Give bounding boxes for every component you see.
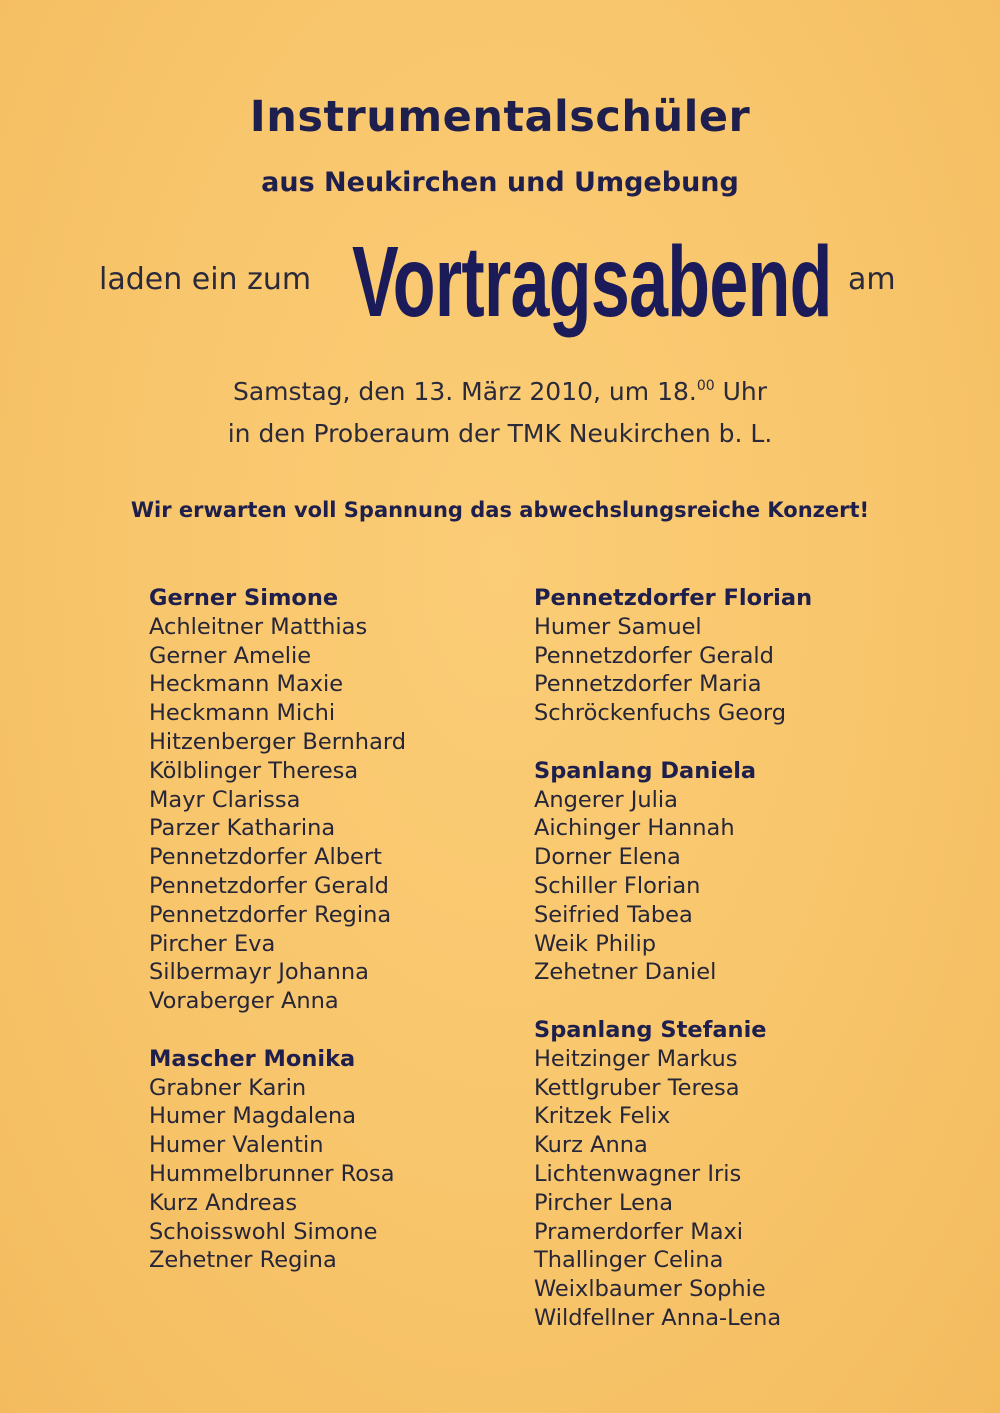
student-name: Heckmann Michi: [149, 700, 336, 727]
event-date-text: Samstag, den 13. März 2010, um 18.: [232, 377, 697, 406]
participants-column-left: [149, 584, 406, 1304]
student-name: Wildfellner Anna-Lena: [534, 1304, 782, 1331]
teacher-name: Gerner Simone: [149, 585, 339, 611]
teacher-group: [534, 1016, 812, 1333]
teacher-name: Mascher Monika: [149, 1045, 356, 1072]
student-name: Schröckenfuchs Georg: [534, 700, 787, 727]
student-name: Achleitner Matthias: [149, 613, 368, 640]
teacher-group: [534, 757, 812, 987]
student-name: Humer Valentin: [149, 1132, 324, 1159]
student-name: Pircher Lena: [534, 1189, 673, 1216]
student-name: Zehetner Regina: [149, 1247, 337, 1274]
student-name: Pennetzdorfer Albert: [149, 844, 382, 871]
teacher-name: Spanlang Stefanie: [534, 1016, 767, 1043]
event-place: in den Proberaum der TMK Neukirchen b. L.: [227, 419, 773, 448]
student-name: Humer Magdalena: [149, 1103, 357, 1130]
student-name: Parzer Katharina: [149, 815, 336, 842]
student-name: Schiller Florian: [534, 872, 701, 899]
teacher-name: Pennetzdorfer Florian: [534, 585, 813, 611]
invite-line: [0, 225, 1000, 355]
invite-prefix: laden ein zum: [99, 262, 312, 297]
flyer-title: Instrumentalschüler: [249, 92, 751, 142]
student-name: Schoisswohl Simone: [149, 1218, 378, 1245]
participants-column-right: [534, 584, 812, 1362]
student-name: Thallinger Celina: [534, 1247, 724, 1274]
invite-suffix: am: [848, 262, 896, 297]
flyer-subtitle: aus Neukirchen und Umgebung: [261, 167, 739, 198]
teacher-group: [534, 584, 812, 728]
event-date: [0, 377, 1000, 406]
student-name: Silbermayr Johanna: [149, 959, 369, 986]
student-name: Grabner Karin: [149, 1074, 307, 1101]
student-name: Heitzinger Markus: [534, 1045, 738, 1072]
student-name: Hummelbrunner Rosa: [149, 1160, 395, 1187]
student-name: Gerner Amelie: [149, 642, 312, 669]
student-name: Voraberger Anna: [149, 988, 339, 1015]
student-name: Kurz Andreas: [149, 1189, 298, 1216]
student-name: Angerer Julia: [534, 786, 678, 813]
student-name: Pennetzdorfer Gerald: [534, 642, 774, 669]
teacher-name: Spanlang Daniela: [534, 757, 757, 784]
student-name: Kölblinger Theresa: [149, 757, 359, 784]
tagline: Wir erwarten voll Spannung das abwechslungsreiche Konzert!: [130, 498, 870, 522]
student-name: Pennetzdorfer Gerald: [149, 872, 389, 899]
student-name: Aichinger Hannah: [534, 815, 735, 842]
student-name: Mayr Clarissa: [149, 786, 301, 813]
event-time-suffix: Uhr: [714, 377, 768, 406]
student-name: Kurz Anna: [534, 1132, 648, 1159]
student-name: Humer Samuel: [534, 613, 702, 640]
event-name: Vortragsabend: [352, 226, 832, 338]
event-time-minutes: 00: [696, 378, 715, 394]
student-name: Lichtenwagner Iris: [534, 1160, 742, 1187]
student-name: Pircher Eva: [149, 930, 276, 957]
student-name: Weik Philip: [534, 930, 657, 957]
student-name: Pennetzdorfer Regina: [149, 901, 392, 928]
student-name: Dorner Elena: [534, 844, 681, 871]
student-name: Pennetzdorfer Maria: [534, 671, 762, 698]
student-name: Kritzek Felix: [534, 1103, 671, 1130]
student-name: Heckmann Maxie: [149, 671, 344, 698]
student-name: Zehetner Daniel: [534, 959, 717, 986]
student-name: Kettlgruber Teresa: [534, 1074, 740, 1101]
student-name: Pramerdorfer Maxi: [534, 1218, 744, 1245]
teacher-group: [149, 1045, 406, 1275]
student-name: Hitzenberger Bernhard: [149, 728, 406, 755]
teacher-group: [149, 584, 406, 1016]
student-name: Seifried Tabea: [534, 901, 693, 928]
student-name: Weixlbaumer Sophie: [534, 1276, 766, 1303]
